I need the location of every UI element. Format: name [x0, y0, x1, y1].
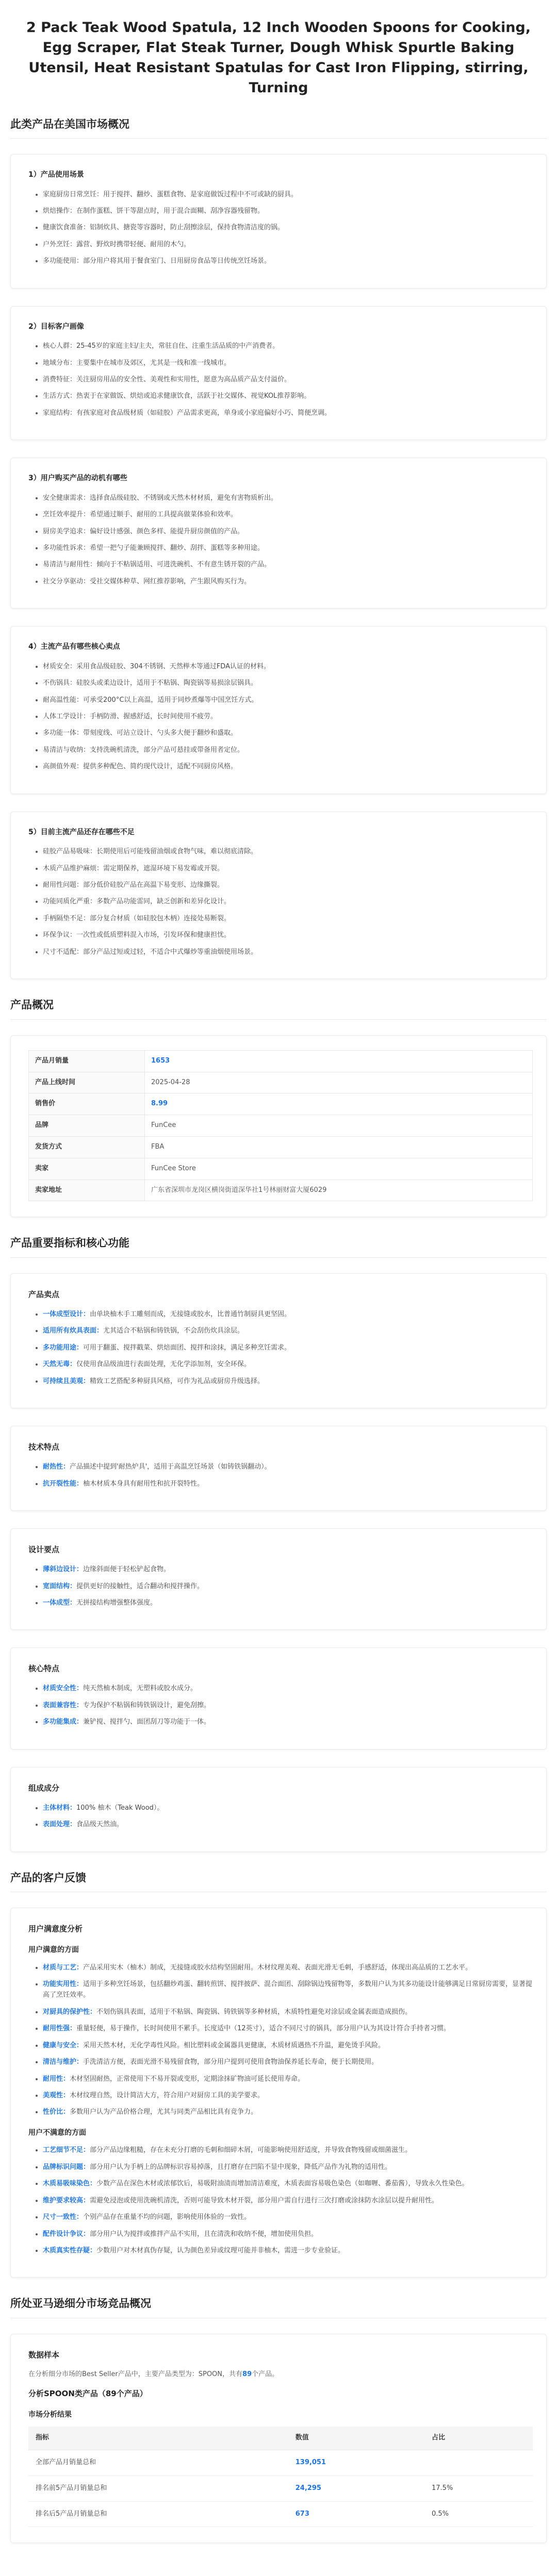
- list-item: • 功能同质化严重：多数产品功能雷同，缺乏创新和差异化设计。: [43, 896, 533, 907]
- overview-card: [10, 1035, 547, 1218]
- overview-value: [145, 1180, 533, 1201]
- list-item: [43, 1962, 533, 1973]
- metric-ratio: [424, 2450, 533, 2476]
- item-text: 部分产品边缘粗糙，存在未充分打磨的毛刺和细碎木屑，可能影响使用舒适度，并导致食物残留或细菌滋生。: [90, 2146, 412, 2154]
- item-keyword: 木质易吸味染色：: [43, 2180, 97, 2188]
- list-item: • 耐用性问题：部分低价硅胶产品在高温下易变形、边缘撕裂。: [43, 880, 533, 890]
- list-item: [43, 2057, 533, 2067]
- overview-row: [29, 1072, 533, 1093]
- metrics-col-ratio: 占比: [424, 2427, 533, 2450]
- item-text: 无拼接结构增强整体强度。: [76, 1598, 157, 1607]
- list-item: [43, 2145, 533, 2156]
- item-text: 不划伤锅具表面，适用于不粘锅、陶瓷锅、铸铁锅等多种材质，木质特性避免对涂层或金属表面造成损伤。: [96, 2008, 412, 2016]
- item-text: 兼铲搅、搅拌勺、面团刮刀等功能于一体。: [83, 1718, 211, 1726]
- item-keyword: 性价比：: [43, 2108, 70, 2116]
- feature-list: [28, 1309, 533, 1387]
- overview-row: [29, 1050, 533, 1072]
- item-text: 木材坚固耐热，正常使用下不易开裂或变形，定期涂抹矿物油可延长使用寿命。: [70, 2075, 305, 2083]
- list-item: [43, 1478, 533, 1489]
- item-text: 精致工艺搭配多种厨具风格，可作为礼品或厨房升级选择。: [90, 1377, 265, 1385]
- competitor-section-heading: 所处亚马逊细分市场竞品概况: [10, 2295, 547, 2318]
- list-item: [43, 2107, 533, 2117]
- features-section-heading: 产品重要指标和核心功能: [10, 1235, 547, 1258]
- list-item: • 多功能一体：带刻度线、可站立设计、勺头多大便于翻炒和盛取。: [43, 728, 533, 738]
- sample-note: [28, 2369, 533, 2380]
- product-title: 2 Pack Teak Wood Spatula, 12 Inch Wooden Spoons for Cooking, Egg Scraper, Flat Steak Turner, Dough Whisk Spurtle Baking Utensil, Heat Resistant Spatulas for Cast Iron Flipping, stirring, Turning: [26, 20, 531, 96]
- metric-ratio: 0.5%: [424, 2501, 533, 2527]
- overview-value-text: FunCee Store: [151, 1164, 196, 1172]
- metrics-col-value: 数值: [288, 2427, 424, 2450]
- item-keyword: 木质真实性存疑：: [43, 2246, 97, 2254]
- item-text: 100% 柚木（Teak Wood）。: [76, 1804, 164, 1812]
- metric-value-cell: [288, 2501, 424, 2527]
- item-keyword: 材质安全性：: [43, 1685, 84, 1693]
- feature-card: [10, 1426, 547, 1511]
- feature-card-heading: 核心特点: [28, 1664, 60, 1674]
- list-item: • 不伤锅具：硅胶头或柔边设计，适用于不粘锅、陶瓷锅等易损涂层锅具。: [43, 678, 533, 688]
- list-item: [43, 2162, 533, 2173]
- item-keyword: 多功能用途：: [43, 1343, 84, 1352]
- overview-value: [145, 1137, 533, 1158]
- item-text: 少数产品在深色木材或浓郁饮后，易吸附油渍而增加清洁难度，木质表面容易吸色染色（如咖喱、番茄酱），导致永久性染色。: [96, 2180, 469, 2188]
- list-item: • 厨房美学追求：偏好设计感强、颜色多样、能提升厨房颜值的产品。: [43, 526, 533, 537]
- item-text: 产品采用实木（柚木）制成，无接缝或胶水结构坚固耐用。木材纹理美观、表面光滑无毛刺，手感舒适，体现出高品质的工艺水平。: [83, 1963, 472, 1972]
- item-text: 产品描述中提到'耐热炉具'，适用于高温烹饪场景（如铸铁锅翻动）。: [70, 1463, 271, 1471]
- list-item: [43, 1325, 533, 1336]
- overview-table: [28, 1050, 533, 1202]
- item-text: 多数用户认为产品价格合理，尤其与同类产品相比具有竞争力。: [70, 2108, 258, 2116]
- feature-card: [10, 1528, 547, 1630]
- overview-value-text: 8.99: [151, 1100, 168, 1108]
- feature-list: [28, 1803, 533, 1830]
- list-item: [43, 1309, 533, 1320]
- feature-card: [10, 1767, 547, 1852]
- overview-row: [29, 1180, 533, 1201]
- item-keyword: 清洁与维护：: [43, 2058, 84, 2066]
- list-item: [43, 1700, 533, 1711]
- feature-card-heading: 组成成分: [28, 1783, 60, 1793]
- item-text: 食品级天然油。: [76, 1821, 124, 1829]
- feature-cards: [10, 1273, 547, 1852]
- market-card-list: [28, 341, 533, 418]
- satisfied-list: [28, 1962, 533, 2118]
- item-text: 少数用户对木材真伪存疑，认为颜色差异或纹理可能并非柚木，需进一步专业验证。: [96, 2246, 345, 2254]
- overview-value: [145, 1158, 533, 1180]
- metric-name: 排名后5产品月销量总和: [28, 2501, 288, 2527]
- feature-card-heading: 设计要点: [28, 1545, 60, 1555]
- list-item: [43, 2212, 533, 2223]
- metric-value: 139,051: [295, 2458, 326, 2466]
- overview-value-text: FBA: [151, 1143, 165, 1151]
- item-text: 采用天然木材，无化学毒性风险。相比塑料或金属器具更健康，木质材质遇热不升温，避免烫手风险。: [83, 2041, 385, 2049]
- feedback-card: [10, 1908, 547, 2278]
- overview-value-text: 1653: [151, 1056, 170, 1065]
- list-item: [43, 1581, 533, 1592]
- item-text: 由单块柚木手工雕刻而成，无接缝或胶水，比普通竹制厨具更坚固。: [90, 1310, 291, 1318]
- item-keyword: 薄斜边设计：: [43, 1565, 84, 1574]
- list-item: • 家庭厨房日常烹饪：用于搅拌、翻炒、蛋糕食物、是家庭做饭过程中不可或缺的厨具。: [43, 189, 533, 200]
- item-text: 边缘斜面便于轻松铲起食物。: [83, 1565, 171, 1574]
- list-item: [43, 2229, 533, 2240]
- feedback-card-heading: 用户满意度分析: [28, 1924, 83, 1934]
- market-card-heading: 1）产品使用场景: [28, 171, 84, 179]
- item-keyword: 尺寸一致性：: [43, 2213, 84, 2221]
- sample-note-prefix: 在分析细分市场的Best Seller产品中，主要产品类型为：SPOON，共有: [28, 2370, 243, 2378]
- list-item: [43, 2040, 533, 2051]
- list-item: • 健康饮食准备：铝制炊具、搪瓷等容器时，防止刮擦涂层，保持食物清洁度的锅。: [43, 222, 533, 233]
- analysis-heading: 分析SPOON类产品（89个产品）: [28, 2388, 148, 2398]
- item-keyword: 工艺细节不足：: [43, 2146, 90, 2154]
- overview-key: 销售价: [29, 1093, 145, 1115]
- item-keyword: 配件设计争议：: [43, 2230, 90, 2238]
- feature-card-heading: 技术特点: [28, 1442, 60, 1452]
- list-item: • 高颜值外观：提供多种配色、简约现代设计，适配不同厨房风格。: [43, 761, 533, 772]
- market-card: [10, 812, 547, 979]
- list-item: [43, 1564, 533, 1575]
- item-text: 部分用户认为手柄上的品牌标识容易掉落，且打磨存在凹陷不显中现象，降低产品作为礼物的适用性。: [90, 2163, 392, 2171]
- overview-row: [29, 1115, 533, 1137]
- item-text: 柚木材质本身具有耐用性和抗开裂特性。: [83, 1479, 204, 1488]
- feature-card-heading: 产品卖点: [28, 1290, 60, 1299]
- list-item: [43, 1979, 533, 2001]
- list-item: [43, 1803, 533, 1813]
- sample-heading: 数据样本: [28, 2350, 60, 2360]
- item-text: 可用于翻蛋、搅拌戳菜、烘焙面团、搅拌和涂抹，满足多种烹饪需求。: [83, 1343, 291, 1352]
- item-keyword: 材质与工艺：: [43, 1963, 84, 1972]
- metric-value-cell: [288, 2476, 424, 2501]
- overview-key: 发货方式: [29, 1137, 145, 1158]
- list-item: [43, 1461, 533, 1472]
- item-keyword: 一体成型：: [43, 1598, 77, 1607]
- overview-key: 产品上线时间: [29, 1072, 145, 1093]
- item-text: 适用于多种烹饪场景，包括翻炒鸡蛋、翻转煎饼、搅拌披萨、混合面团、刮除锅边残留物等，多数用户认为其多功能设计能够满足日常厨房需要，显著提高了烹饪效率。: [43, 1980, 533, 1999]
- market-card: [10, 154, 547, 289]
- list-item: • 材质安全：采用食品级硅胶、304不锈钢、天然榉木等通过FDA认证的材料。: [43, 661, 533, 672]
- overview-section-heading: 产品概况: [10, 997, 547, 1020]
- item-keyword: 耐用性强：: [43, 2025, 77, 2033]
- list-item: [43, 2245, 533, 2256]
- metric-ratio: 17.5%: [424, 2476, 533, 2501]
- overview-value: [145, 1072, 533, 1093]
- overview-key: 卖家地址: [29, 1180, 145, 1201]
- item-text: 专为保护不粘锅和铸铁锅设计，避免刮擦。: [83, 1701, 211, 1709]
- list-item: • 多功能使用：部分用户将其用于餐食室门、日用厨房食品等日传统烹饪场景。: [43, 256, 533, 266]
- list-item: [43, 1359, 533, 1370]
- metric-name: 全部产品月销量总和: [28, 2450, 288, 2476]
- item-keyword: 表面处理：: [43, 1821, 77, 1829]
- sample-note-suffix: 个产品。: [252, 2370, 279, 2378]
- overview-value: [145, 1115, 533, 1137]
- overview-key: 产品月销量: [29, 1050, 145, 1072]
- metric-value: 673: [295, 2510, 309, 2518]
- list-item: [43, 1342, 533, 1353]
- market-card: [10, 626, 547, 794]
- metrics-col-metric: 指标: [28, 2427, 288, 2450]
- item-keyword: 美观性：: [43, 2092, 70, 2100]
- list-item: • 户外烹饪：露营、野炊时携带轻便、耐用的木勺。: [43, 239, 533, 250]
- list-item: [43, 1376, 533, 1387]
- market-card: [10, 306, 547, 441]
- overview-value-text: FunCee: [151, 1121, 176, 1130]
- list-item: [43, 1716, 533, 1727]
- list-item: • 环保争议：一次性或低质塑料混入市场，引发环保和健康担忧。: [43, 930, 533, 940]
- item-keyword: 多功能集成：: [43, 1718, 84, 1726]
- list-item: • 尺寸不适配：部分产品过短或过轻，不适合中式爆炒等重油烟使用场景。: [43, 947, 533, 957]
- list-item: • 多功能性诉求：希望一把勺子能兼顾搅拌、翻炒、刮拌、蛋糕等多种用途。: [43, 543, 533, 553]
- overview-row: [29, 1093, 533, 1115]
- overview-row: [29, 1158, 533, 1180]
- item-keyword: 宽面结构：: [43, 1582, 77, 1590]
- market-card-heading: 5）目前主流产品还存在哪些不足: [28, 828, 135, 836]
- list-item: [43, 2090, 533, 2101]
- item-keyword: 耐用性：: [43, 2075, 70, 2083]
- item-keyword: 适用所有炊具表面：: [43, 1327, 104, 1335]
- unsatisfied-list: [28, 2145, 533, 2256]
- item-text: 重量轻便，易于操作，长时间使用不累手。长度适中（12英寸），适合不同尺寸的锅具，部分用户认为其设计符合手持者习惯。: [76, 2025, 451, 2033]
- list-item: • 耐高温性能：可承受200°C以上高温，适用于同炒煮爆等中国烹饪方式。: [43, 695, 533, 705]
- overview-row: [29, 1137, 533, 1158]
- list-item: [43, 2023, 533, 2034]
- overview-value-text: 2025-04-28: [151, 1078, 190, 1086]
- item-keyword: 对厨具的保护性：: [43, 2008, 97, 2016]
- table-row: [28, 2450, 533, 2476]
- list-item: [43, 1819, 533, 1830]
- list-item: • 人体工学设计：手柄防滑、握感舒适，长时间使用不疲劳。: [43, 711, 533, 722]
- item-text: 部分用户认为搅拌或推拌产品不实用，且在清洗和收纳不便，增加使用负担。: [90, 2230, 318, 2238]
- overview-value: [145, 1050, 533, 1072]
- item-text: 纯天然柚木制成，无塑料或胶水成分。: [83, 1685, 198, 1693]
- market-card-heading: 2）目标客户画像: [28, 322, 84, 331]
- list-item: • 硅胶产品易吸味：长期使用后可能残留油烟或食物气味，难以彻底清除。: [43, 846, 533, 857]
- list-item: • 手柄隔垫不足：部分复合材质（如硅胶包木柄）连接处易断裂。: [43, 913, 533, 924]
- item-text: 仅使用食品级油进行表面处理，无化学添加剂，安全环保。: [76, 1360, 251, 1369]
- item-keyword: 一体成型设计：: [43, 1310, 90, 1318]
- item-keyword: 抗开裂性能：: [43, 1479, 84, 1488]
- overview-key: 卖家: [29, 1158, 145, 1180]
- competitor-card: [10, 2334, 547, 2543]
- market-card-list: [28, 189, 533, 267]
- list-item: • 消费特征：关注厨房用品的安全性、美观性和实用性，愿意为高品质产品支付溢价。: [43, 374, 533, 385]
- unsatisfied-heading: 用户不满意的方面: [28, 2128, 86, 2137]
- list-item: • 易清洁与耐用性：倾向于不粘锅适用、可进洗碗机、不有意生锈开裂的产品。: [43, 559, 533, 570]
- list-item: • 核心人群：25-45岁的家庭主妇/主夫，常驻自住、注重生活品质的中产消费者。: [43, 341, 533, 351]
- list-item: • 生活方式：热衷于在家做饭、烘焙或追求健康饮食，活跃于社交媒体、视觉KOL推荐影响。: [43, 391, 533, 401]
- market-card: [10, 458, 547, 609]
- market-card-heading: 3）用户购买产品的动机有哪些: [28, 474, 127, 483]
- list-item: • 安全健康需求：选择食品级硅胶、不锈钢或天然木材材质，避免有害物质析出。: [43, 493, 533, 503]
- metrics-header-row: [28, 2427, 533, 2450]
- feature-card: [10, 1273, 547, 1408]
- list-item: • 烹饪效率提升：希望通过顺手、耐用的工具提高做菜体验和效率。: [43, 509, 533, 520]
- list-item: • 地域分布：主要集中在城市及郊区，尤其是一线和准一线城市。: [43, 358, 533, 368]
- item-keyword: 可持续且美观：: [43, 1377, 90, 1385]
- item-text: 木材纹理自然，设计简洁大方，符合用户对厨房工具的美学要求。: [70, 2092, 265, 2100]
- overview-key: 品牌: [29, 1115, 145, 1137]
- feature-list: [28, 1461, 533, 1489]
- market-section-heading: 此类产品在美国市场概况: [10, 116, 547, 139]
- overview-value: [145, 1093, 533, 1115]
- list-item: • 社交分享驱动：受社交媒体种草、网红推荐影响，产生跟风购买行为。: [43, 576, 533, 587]
- feature-card: [10, 1647, 547, 1749]
- item-keyword: 维护要求较高：: [43, 2196, 90, 2204]
- market-card-list: [28, 661, 533, 772]
- item-keyword: 健康与安全：: [43, 2041, 84, 2049]
- feature-list: [28, 1564, 533, 1608]
- metrics-table: [28, 2427, 533, 2527]
- market-card-list: [28, 846, 533, 957]
- item-keyword: 功能实用性：: [43, 1980, 84, 1988]
- table-row: [28, 2501, 533, 2527]
- metrics-body: [28, 2450, 533, 2527]
- item-text: 手洗清洁方便，表面光滑不易残留食物，部分用户提到可使用食物油保养延长寿命，便于长期使用。: [83, 2058, 379, 2066]
- list-item: [43, 2178, 533, 2189]
- market-card-list: [28, 493, 533, 587]
- list-item: [43, 1683, 533, 1694]
- metric-value-cell: [288, 2450, 424, 2476]
- table-row: [28, 2476, 533, 2501]
- list-item: • 家庭结构：有孩家庭对食品级材质（如硅胶）产品需求更高，单身或小家庭偏好小巧、简便烹调。: [43, 408, 533, 418]
- item-keyword: 表面兼容性：: [43, 1701, 84, 1709]
- list-item: [43, 2195, 533, 2206]
- list-item: [43, 1597, 533, 1608]
- item-text: 提供更好的接触性，适合翻动和搅拌操作。: [76, 1582, 204, 1590]
- item-keyword: 主体材料：: [43, 1804, 77, 1812]
- list-item: [43, 2007, 533, 2017]
- item-keyword: 天然无毒：: [43, 1360, 77, 1369]
- item-text: 需避免浸泡或使用洗碗机清洗，否则可能导致木材开裂，部分用户需自行进行三次打磨或涂抹防水涂层以提升耐用性。: [90, 2196, 439, 2204]
- market-result-heading: 市场分析结果: [28, 2410, 72, 2419]
- item-keyword: 品牌标识问题：: [43, 2163, 90, 2171]
- item-keyword: 耐热性：: [43, 1463, 70, 1471]
- overview-value-text: 广东省深圳市龙岗区横岗街道深华社1号林丽财富大厦6029: [151, 1186, 327, 1194]
- market-cards: [10, 154, 547, 979]
- item-text: 尤其适合不粘锅和铸铁锅，不会刮伤炊具涂层。: [103, 1327, 244, 1335]
- metric-value: 24,295: [295, 2484, 321, 2492]
- list-item: • 木质产品维护麻烦：需定期保养，遮湿环境下易发霉或开裂。: [43, 863, 533, 874]
- item-text: 个别产品存在重量不均的问题，影响使用体验的一致性。: [83, 2213, 251, 2221]
- feature-list: [28, 1683, 533, 1727]
- metric-name: 排名前5产品月销量总和: [28, 2476, 288, 2501]
- list-item: [43, 2074, 533, 2084]
- list-item: • 易清洁与收纳：支持洗碗机清洗，部分产品可悬挂或带备用者定位。: [43, 745, 533, 755]
- list-item: • 烘焙操作：在制作蛋糕、饼干等甜点时，用于混合面糊、刮净容器残留物。: [43, 206, 533, 216]
- market-card-heading: 4）主流产品有哪些核心卖点: [28, 643, 120, 651]
- feedback-section-heading: 产品的客户反馈: [10, 1870, 547, 1893]
- sample-note-count: 89: [242, 2370, 252, 2378]
- satisfied-heading: 用户满意的方面: [28, 1946, 79, 1955]
